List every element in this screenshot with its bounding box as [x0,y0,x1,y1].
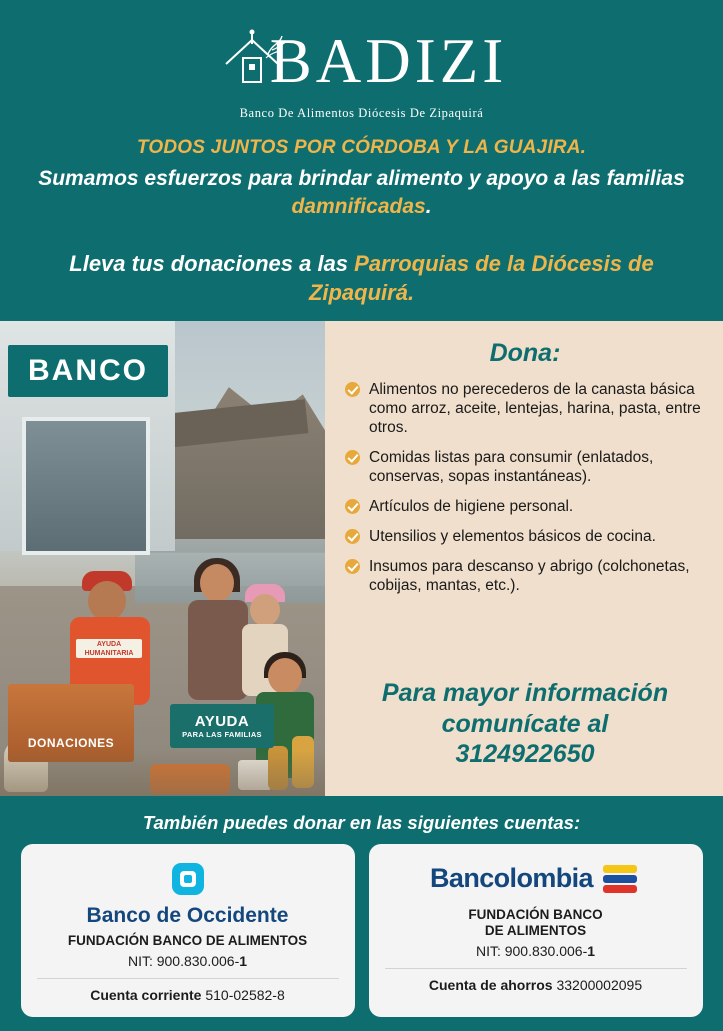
bank-org-line-1: FUNDACIÓN BANCO DE ALIMENTOS [67,932,308,948]
check-icon [345,559,360,574]
list-item [345,527,705,546]
list-item [345,448,705,486]
list-item [345,380,705,437]
list-item-text: Alimentos no perecederos de la canasta básica como arroz, aceite, lentejas, harina, pasta, entre otros. [369,380,701,436]
headline-secondary-highlight: damnificadas [291,194,426,218]
donate-title: Dona: [489,338,561,367]
check-icon [345,450,360,465]
contact-block [345,678,705,786]
photo-help-sign [170,704,274,748]
logo [0,18,723,104]
contact-phone[interactable]: 3124922650 [455,740,595,769]
logo-wordmark: BADIZI [269,25,508,96]
list-item-text: Comidas listas para consumir (enlatados, conservas, sopas instantáneas). [369,448,654,485]
headline-secondary-text: Sumamos esfuerzos para brindar alimento y apoyo a las familias [38,167,685,190]
bank-account [31,987,345,1003]
bank-card-brand-row [379,856,693,902]
photo-help-sign-line1: AYUDA [194,712,250,730]
check-icon [345,499,360,514]
photo-bank-door [22,417,150,555]
bank-nit-label: NIT: 900.830.006- [127,952,240,969]
contact-line-2: comunícate al [441,709,609,738]
banco-de-occidente-logo-icon [169,860,207,898]
bank-account-label: Cuenta corriente [90,986,206,1003]
donation-photo [0,321,325,796]
photo-vest-label: AYUDA HUMANITARIA [76,639,142,658]
donation-list-panel [325,321,723,796]
poster-header [0,0,723,234]
bank-card-list [14,844,709,1017]
bank-nit-check: 1 [239,952,248,969]
bank-nit-label: NIT: 900.830.006- [475,943,588,960]
bank-name: Banco de Occidente [86,903,289,927]
contact-line-1: Para mayor información [381,679,669,708]
photo-bank-sign-label: BANCO [28,353,148,387]
headline-secondary [0,165,723,220]
bank-card-brand-row [31,856,345,902]
bank-account-number: 33200002095 [556,977,643,994]
list-item [345,557,705,595]
bank-nit [379,943,693,959]
bancolombia-logo-icon [601,863,641,895]
house-tree-logo-icon [216,24,290,98]
subhead-text: Lleva tus donaciones a las [69,251,355,277]
photo-boy-head [268,658,302,694]
photo-donation-box-label: DONACIONES [27,735,115,750]
subhead-highlight: Parroquias de la Diócesis de Zipaquirá. [308,251,654,305]
bank-nit-check: 1 [587,943,596,960]
bank-name: Bancolombia [430,863,593,894]
subhead-banner [0,234,723,320]
list-item-text: Insumos para descanso y abrigo (colchonetas, cobijas, mantas, etc.). [369,558,690,595]
photo-bank-building [0,321,175,551]
photo-volunteer-head [88,581,126,621]
photo-child-head [250,594,280,626]
bank-account-number: 510-02582-8 [205,986,285,1003]
photo-help-sign-line2: PARA LAS FAMILIAS [182,729,262,739]
bank-org-line-2: DE ALIMENTOS [484,922,587,938]
card-divider [37,978,339,979]
list-item-text: Artículos de higiene personal. [369,498,574,516]
donate-items-list [345,380,705,607]
headline-secondary-period: . [425,194,432,218]
bank-org-line-1: FUNDACIÓN BANCO [468,906,603,922]
headline-primary: TODOS JUNTOS POR CÓRDOBA Y LA GUAJIRA. [136,137,587,158]
check-icon [345,529,360,544]
bank-card-occidente [21,844,355,1017]
bank-nit [31,953,345,969]
bank-account [379,977,693,993]
body-row [0,321,723,796]
bank-card-bancolombia [369,844,703,1017]
logo-subtitle: Banco De Alimentos Diócesis De Zipaquirá [239,106,484,120]
check-icon [345,382,360,397]
card-divider [385,968,687,969]
photo-woman-head [200,564,234,602]
list-item [345,497,705,516]
photo-foreground-shade [0,750,325,796]
bank-accounts-footer [0,796,723,1031]
footer-title: También puedes donar en las siguientes cuentas: [142,811,581,833]
bank-account-label: Cuenta de ahorros [428,977,557,994]
photo-bank-sign [8,345,168,397]
list-item-text: Utensilios y elementos básicos de cocina. [369,528,656,546]
